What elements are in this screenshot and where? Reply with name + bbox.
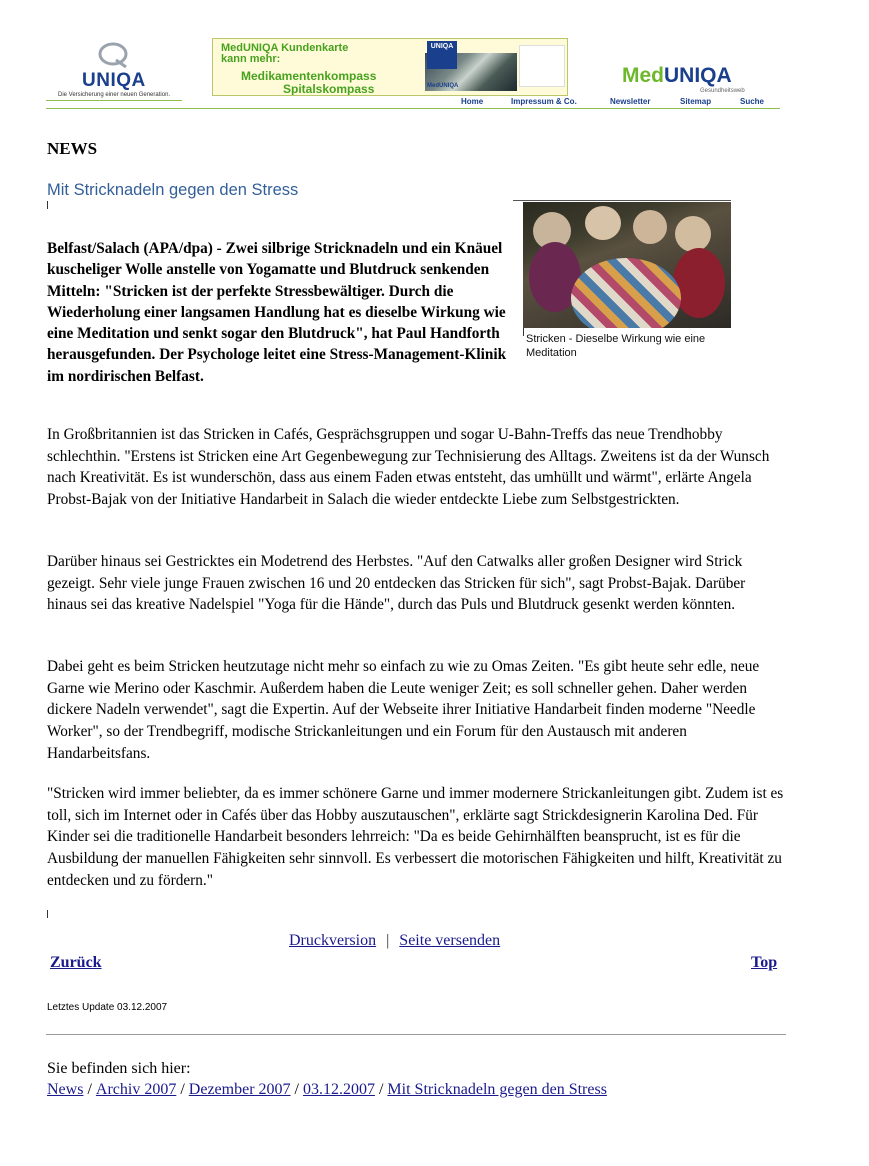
uniqa-logo[interactable] [46,42,182,98]
nav-home[interactable]: Home [461,97,484,106]
card-brand-badge [427,41,457,69]
photo-figure [585,206,621,240]
article-paragraph: Dabei geht es beim Stricken heutzutage nicht mehr so einfach zu wie zu Omas Zeiten. "Es gibt heute sehr edle, neue Garne wie Merino oder Kaschmir. Außerdem haben die Leute weniger Zeit; es soll schneller gehen. Daher werden dickere Nadeln verwendet", sagt die Expertin. Auf der Webseite ihrer Initiative Handarbeit finden moderne "Needle Worker", so der Trendbegriff, modische Strickanleitungen und ein Forum für den Austausch mit anderen Handarbeitsfans. [47,658,760,762]
photo-figure [633,210,667,244]
footer-divider [46,1034,786,1035]
print-version-link[interactable]: Druckversion [289,932,377,949]
uniqa-tagline: Die Versicherung einer neuen Generation. [58,92,171,98]
meduniqa-subtitle: Gesundheitsweb [700,88,745,94]
photo-top-border [513,200,731,201]
kundenkarte-banner[interactable] [212,38,568,96]
section-title: NEWS [47,139,98,158]
breadcrumb-news[interactable]: News [47,1081,84,1098]
banner-line-3: Medikamentenkompass [241,69,377,83]
breadcrumb-dezember[interactable]: Dezember 2007 [188,1081,291,1098]
send-page-link[interactable]: Seite versenden [399,932,501,949]
breadcrumb-date[interactable]: 03.12.2007 [302,1081,375,1098]
card-brand-text: UNIQA [430,43,454,50]
article-lead: Belfast/Salach (APA/dpa) - Zwei silbrige Stricknadeln und ein Knäuel kuscheliger Wolle anstelle von Yogamatte und Blutdruck senkenden Mitteln: "Stricken ist der perfekte Stressbewältiger. Durch die Wiederholung einer langsamen Handlung hat es dieselbe Wirkung wie eine Meditation und senkt sogar den Blutdruck", hat Paul Handforth herausgefunden. Der Psychologe leitet eine Stress-Management-Klinik im nordirischen Belfast. [47,240,507,385]
text-marker [47,201,48,209]
photo-caption: Stricken - Dieselbe Wirkung wie eine Meditation [526,333,706,359]
banner-line-4: Spitalskompass [283,82,375,96]
text-marker [47,910,48,918]
banner-line-1: MedUNIQA Kundenkarte [221,42,349,54]
article-title: Mit Stricknadeln gegen den Stress [47,181,299,199]
card-side-panel [519,45,565,87]
nav-sitemap[interactable]: Sitemap [680,97,712,106]
photo-figure [675,216,711,252]
breadcrumb-archiv[interactable]: Archiv 2007 [95,1081,177,1098]
nav-newsletter[interactable]: Newsletter [610,97,651,106]
article-paragraph: Darüber hinaus sei Gestricktes ein Modetrend des Herbstes. "Auf den Catwalks aller großen Designer wird Strick gezeigt. Sehr viele junge Frauen zwischen 16 und 20 entdecken das Stricken für sich", sagt Probst-Bajak. Darüber hinaus sei das kreative Nadelspiel "Yoga für die Hände", durch das Puls und Blutdruck gesenkt werden könnten. [47,553,746,614]
you-are-here-label: Sie befinden sich hier: [47,1060,191,1077]
article-paragraph: In Großbritannien ist das Stricken in Cafés, Gesprächsgruppen und sogar U-Bahn-Treffs das neue Trendhobby schlechthin. "Erstens ist Stricken eine Art Gegenbewegung zur Technisierung des Alltags. Zweitens ist da der Wunsch nach Kreativität. Es ist wunderschön, dass aus einem Faden etwas entsteht, das umhüllt und wärmt", erlärte Angela Probst-Bajak von der Initiative Handarbeit in Salach die wieder entdeckte Liebe zum Selbstgestrickten. [47,426,770,509]
logo-med: Med [622,64,664,87]
meduniqa-wordmark [622,64,732,87]
site-header [46,38,780,110]
top-nav [46,96,780,109]
card-footer: MedUNIQA [427,83,459,89]
meduniqa-logo[interactable] [622,64,745,94]
nav-impressum[interactable]: Impressum & Co. [511,97,577,106]
photo-figure [673,248,725,318]
article-paragraph: "Stricken wird immer beliebter, da es immer schönere Garne und immer modernere Strickanleitungen gibt. Zudem ist es toll, sich im Internet oder in Cafés über das Hobby auszutauschen", erklärte sagt Strickdesignerin Karolina Ded. Für Kinder sei die traditionelle Handarbeit besonders lehrreich: "Da es beide Gehirnhälften beansprucht, ist es für die Ausbildung der manuellen Fähigkeiten sehr sinnvoll. Es verbessert die motorischen Fähigkeiten und hilft, Kreativität zu entdecken und zu fördern." [47,785,784,889]
back-link[interactable]: Zurück [50,954,102,971]
article-actions [289,932,500,950]
article-photo [523,202,731,328]
nav-suche[interactable]: Suche [740,97,765,106]
uniqa-mark-icon [96,42,130,68]
actions-separator: | [386,932,390,949]
breadcrumb-article[interactable]: Mit Stricknadeln gegen den Stress [387,1081,607,1098]
uniqa-logo-text: UNIQA [82,70,146,91]
breadcrumb: News / Archiv 2007 / Dezember 2007 / 03.12.2007 / Mit Stricknadeln gegen den Stress [47,1081,607,1098]
text-marker [523,328,524,336]
logo-uniqa: UNIQA [664,64,732,87]
top-link[interactable]: Top [751,954,778,971]
photo-blanket [571,258,681,328]
banner-line-2: kann mehr: [221,53,281,65]
last-update: Letztes Update 03.12.2007 [47,1002,168,1013]
